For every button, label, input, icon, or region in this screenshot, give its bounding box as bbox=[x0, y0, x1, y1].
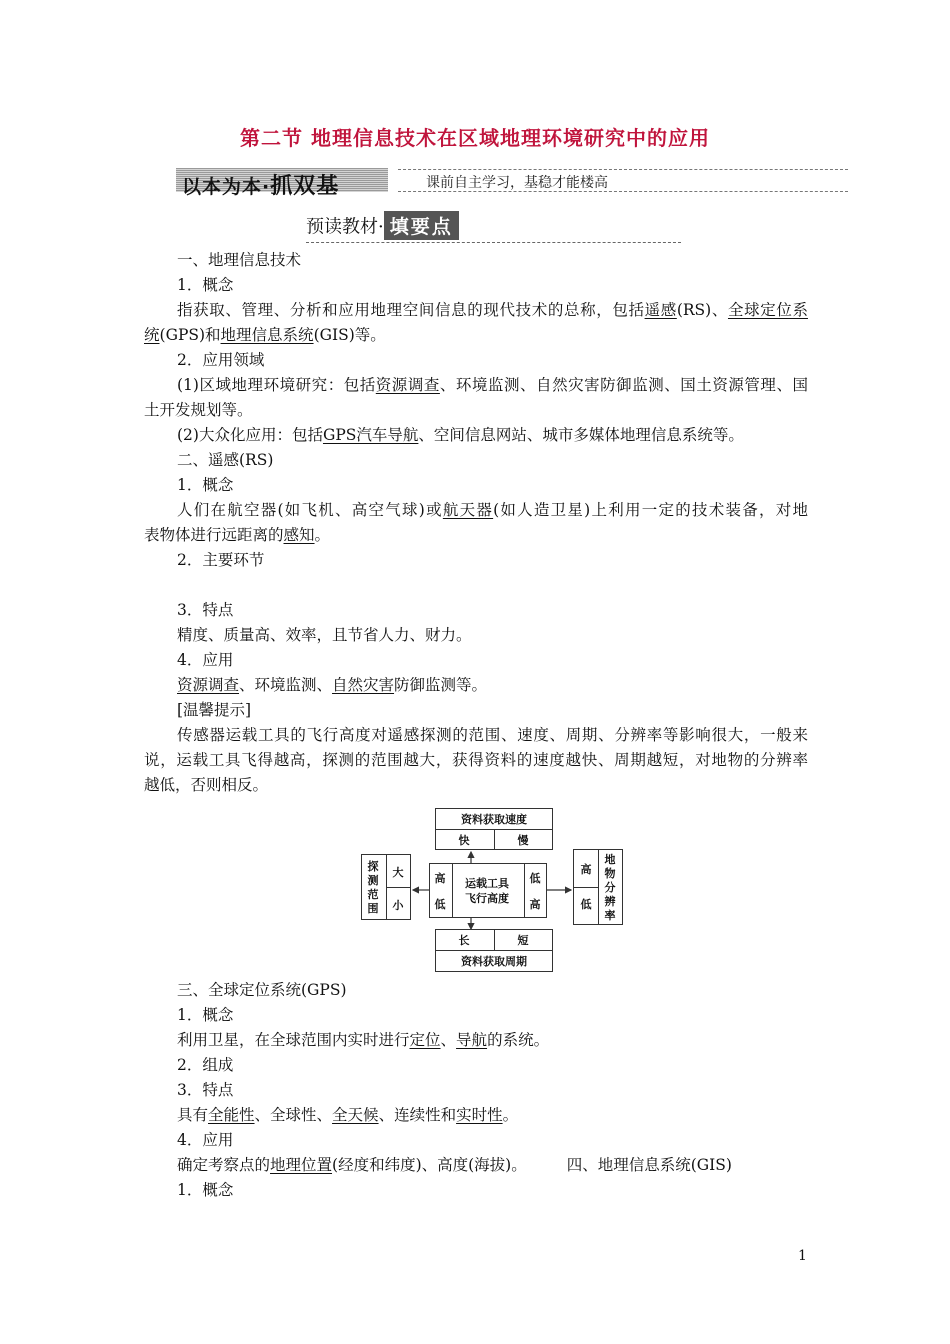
sub-banner-divider bbox=[306, 242, 681, 243]
section-title: 第二节 地理信息技术在区域地理环境研究中的应用 bbox=[240, 126, 710, 150]
center-label-2: 飞行高度 bbox=[465, 892, 509, 905]
altitude-diagram bbox=[361, 808, 623, 972]
blank-answer: 统 bbox=[144, 326, 160, 344]
blank-answer: 航天器 bbox=[442, 501, 494, 519]
heading-gis-tech: 一、地理信息技术 bbox=[177, 251, 302, 269]
blank-answer: 全球定位系 bbox=[727, 301, 808, 319]
right-top-label: 高 bbox=[580, 863, 592, 876]
heading-features-1: 3．特点 bbox=[177, 601, 234, 619]
heading-remote-sensing: 二、遥感(RS) bbox=[177, 451, 274, 469]
heading-main-steps: 2．主要环节 bbox=[177, 551, 265, 569]
blank-answer: 导航 bbox=[456, 1031, 488, 1049]
paragraph-line: 土开发规划等。 bbox=[144, 401, 253, 419]
blank-answer: 全天候 bbox=[332, 1106, 379, 1124]
page-number: 1 bbox=[798, 1248, 807, 1264]
banner-left-text bbox=[182, 169, 339, 200]
paragraph-line: 统(GPS)和地理信息系统(GIS)等。 bbox=[144, 326, 386, 344]
banner-left-part2: 抓双基 bbox=[270, 174, 340, 199]
blank-answer: 定位 bbox=[409, 1031, 441, 1049]
blank-answer: 地理信息系统 bbox=[220, 326, 314, 344]
center-right-bottom: 高 bbox=[529, 898, 541, 911]
heading-gps: 三、全球定位系统(GPS) bbox=[177, 981, 347, 999]
paragraph-line: 指获取、管理、分析和应用地理空间信息的现代技术的总称，包括遥感(RS)、全球定位系 bbox=[177, 301, 808, 319]
center-left-bottom: 低 bbox=[434, 898, 446, 911]
blank-answer: 实时性 bbox=[456, 1106, 503, 1124]
heading-gis: 四、地理信息系统(GIS) bbox=[566, 1156, 732, 1174]
right-title: 地物分辨率 bbox=[604, 853, 616, 922]
bottom-right-label: 短 bbox=[517, 934, 529, 947]
heading-application-field: 2．应用领域 bbox=[177, 351, 265, 369]
top-right-label: 慢 bbox=[517, 834, 529, 847]
paragraph-line: 利用卫星，在全球范围内实时进行定位、导航的系统。 bbox=[177, 1031, 550, 1049]
sub-banner-part1: 预读教材· bbox=[306, 216, 384, 238]
paragraph-line: 表物体进行远距离的感知。 bbox=[144, 526, 331, 544]
paragraph-line: 资源调查、环境监测、自然灾害防御监测等。 bbox=[177, 676, 488, 694]
left-top-label: 大 bbox=[392, 866, 404, 879]
top-left-label: 快 bbox=[458, 834, 470, 847]
tip-heading: [温馨提示] bbox=[177, 701, 252, 719]
heading-concept-1: 1．概念 bbox=[177, 276, 234, 294]
center-left-top: 高 bbox=[434, 872, 446, 885]
bottom-title: 资料获取周期 bbox=[461, 955, 527, 968]
heading-features-2: 3．特点 bbox=[177, 1081, 234, 1099]
center-label-1: 运载工具 bbox=[465, 877, 509, 890]
banner-right-text: 课前自主学习，基稳才能楼高 bbox=[426, 175, 608, 191]
paragraph-line: 精度、质量高、效率，且节省人力、财力。 bbox=[177, 626, 472, 644]
sub-banner-part2: 填要点 bbox=[384, 211, 459, 240]
blank-answer: 资源调查 bbox=[375, 376, 440, 394]
heading-concept-3: 1．概念 bbox=[177, 1006, 234, 1024]
heading-concept-2: 1．概念 bbox=[177, 476, 234, 494]
blank-answer: 地理位置 bbox=[270, 1156, 333, 1174]
blank-answer: GPS汽车导航 bbox=[322, 426, 419, 444]
left-title: 探测范围 bbox=[367, 860, 379, 915]
paragraph-line: 说，运载工具飞得越高，探测的范围越大，获得资料的速度越快、周期越短，对地物的分辨率 bbox=[144, 751, 808, 769]
top-title: 资料获取速度 bbox=[461, 813, 527, 826]
blank-answer: 自然灾害 bbox=[332, 676, 395, 694]
paragraph-line: 具有全能性、全球性、全天候、连续性和实时性。 bbox=[177, 1106, 519, 1124]
banner-left-part1: 以本为本· bbox=[182, 176, 271, 198]
heading-application-1: 4．应用 bbox=[177, 651, 234, 669]
banner-left-block bbox=[176, 168, 388, 199]
paragraph-line: 传感器运载工具的飞行高度对遥感探测的范围、速度、周期、分辨率等影响很大，一般来 bbox=[177, 726, 808, 744]
blank-answer: 遥感 bbox=[644, 301, 677, 319]
left-bottom-label: 小 bbox=[392, 899, 404, 912]
heading-composition: 2．组成 bbox=[177, 1056, 234, 1074]
heading-concept-4: 1．概念 bbox=[177, 1181, 234, 1199]
sub-banner bbox=[306, 211, 459, 241]
heading-application-2: 4．应用 bbox=[177, 1131, 234, 1149]
blank-answer: 感知 bbox=[283, 526, 315, 544]
paragraph-line: (1)区域地理环境研究：包括资源调查、环境监测、自然灾害防御监测、国土资源管理、国 bbox=[177, 376, 808, 394]
paragraph-line: (2)大众化应用：包括GPS汽车导航、空间信息网站、城市多媒体地理信息系统等。 bbox=[177, 426, 744, 444]
right-bottom-label: 低 bbox=[580, 898, 592, 911]
blank-answer: 资源调查 bbox=[177, 676, 240, 694]
center-right-top: 低 bbox=[529, 872, 541, 885]
banner-right-block bbox=[398, 169, 848, 192]
paragraph-line: 人们在航空器(如飞机、高空气球)或航天器(如人造卫星)上利用一定的技术装备，对地 bbox=[177, 501, 808, 519]
bottom-left-label: 长 bbox=[458, 934, 470, 947]
section-banner bbox=[176, 168, 848, 199]
paragraph-line: 确定考察点的地理位置(经度和纬度)、高度(海拔)。 四、地理信息系统(GIS) bbox=[177, 1156, 732, 1174]
blank-answer: 全能性 bbox=[208, 1106, 255, 1124]
paragraph-line: 越低，否则相反。 bbox=[144, 776, 269, 794]
